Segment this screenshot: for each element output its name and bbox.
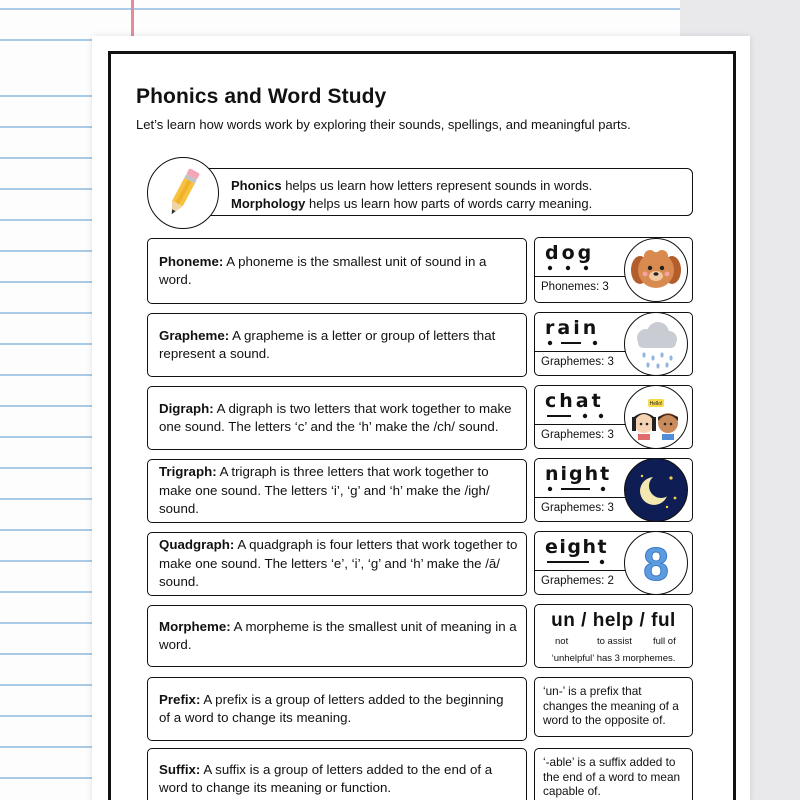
definition-morpheme [147, 605, 527, 667]
morphology-text: helps us learn how parts of words carry meaning. [305, 196, 593, 211]
definition-text: A prefix is a group of letters added to the beginning of a word to change its meaning. [159, 691, 504, 725]
definition-grapheme [147, 313, 527, 377]
definition-suffix [147, 748, 527, 800]
example-word: eight [545, 536, 609, 558]
intro-phonics-line [231, 177, 692, 195]
term-label: Quadgraph: [159, 537, 235, 553]
definition-text: A quadgraph is four letters that work together to make one sound. The letters ‘e’, ‘i’, ‘g’ and ‘h’ make the /ā/ sound. [159, 537, 518, 590]
definition-text: A digraph is two letters that work together to make one sound. The letters ‘c’ and the ‘h’ make the /ch/ sound. [159, 400, 512, 434]
phonics-term: Phonics [231, 178, 282, 193]
morphology-term: Morphology [231, 196, 306, 211]
rain-cloud-icon [624, 312, 688, 376]
speech-bubble-text: Hello! [649, 401, 663, 407]
moon-night-icon [624, 458, 688, 522]
page-title: Phonics and Word Study [136, 85, 387, 108]
example-word: chat [545, 390, 604, 412]
sound-marks [545, 484, 625, 494]
gloss-full-of: full of [653, 636, 676, 647]
term-label: Digraph: [159, 400, 214, 416]
definition-digraph [147, 386, 527, 450]
term-label: Phoneme: [159, 253, 224, 269]
separator [535, 276, 627, 277]
grapheme-count: Graphemes: 3 [541, 356, 614, 368]
grapheme-count: Graphemes: 2 [541, 575, 614, 587]
term-label: Grapheme: [159, 327, 230, 343]
gloss-to-assist: to assist [597, 636, 632, 647]
grapheme-count: Graphemes: 3 [541, 502, 614, 514]
phonics-text: helps us learn how letters represent sounds in words. [281, 178, 593, 193]
definition-phoneme [147, 238, 527, 304]
sound-dots [545, 263, 625, 273]
digit-eight: 8 [643, 538, 669, 590]
example-word: rain [545, 317, 600, 339]
term-label: Prefix: [159, 691, 201, 707]
term-label: Suffix: [159, 761, 201, 777]
morpheme-note: ‘unhelpful’ has 3 morphemes. [551, 653, 676, 664]
sound-marks [545, 557, 625, 567]
number-eight-icon [624, 531, 688, 595]
definition-quadgraph [147, 532, 527, 596]
example-morpheme [534, 604, 693, 668]
intro-morphology-line [231, 195, 692, 213]
grapheme-count: Graphemes: 3 [541, 429, 614, 441]
separator [535, 570, 627, 571]
separator [535, 497, 627, 498]
separator [535, 351, 627, 352]
definition-trigraph [147, 459, 527, 523]
gloss-not: not [555, 636, 569, 647]
definition-text: A grapheme is a letter or group of letters that represent a sound. [159, 327, 496, 361]
definition-prefix [147, 677, 527, 741]
page-subtitle: Let’s learn how words work by exploring their sounds, spellings, and meaningful parts. [136, 117, 631, 132]
dog-icon [624, 238, 688, 302]
definition-text: A phoneme is the smallest unit of sound in a word. [159, 253, 487, 287]
definition-text: A suffix is a group of letters added to the end of a word to change its meaning or function. [159, 761, 493, 795]
suffix-note: ‘-able’ is a suffix added to the end of a word to mean capable of. [534, 748, 693, 800]
separator [535, 424, 627, 425]
pencil-icon [147, 157, 219, 229]
term-label: Trigraph: [159, 464, 217, 480]
notebook-margin-line [131, 0, 134, 36]
definition-text: A morpheme is the smallest unit of meaning in a word. [159, 618, 517, 652]
phoneme-count: Phonemes: 3 [541, 281, 609, 293]
sound-marks [545, 411, 625, 421]
prefix-note: ‘un-’ is a prefix that changes the meaning of a word to the opposite of. [534, 677, 693, 737]
term-label: Morpheme: [159, 618, 231, 634]
definition-text: A trigraph is three letters that work together to make one sound. The letters ‘i’, ‘g’ and ‘h’ make the /igh/ sound. [159, 464, 490, 517]
example-word: night [545, 463, 612, 485]
morpheme-breakdown: un / help / ful [551, 610, 676, 631]
sound-marks [545, 338, 625, 348]
example-word: dog [545, 242, 595, 264]
chatting-kids-icon [624, 385, 688, 449]
intro-box [160, 168, 693, 216]
